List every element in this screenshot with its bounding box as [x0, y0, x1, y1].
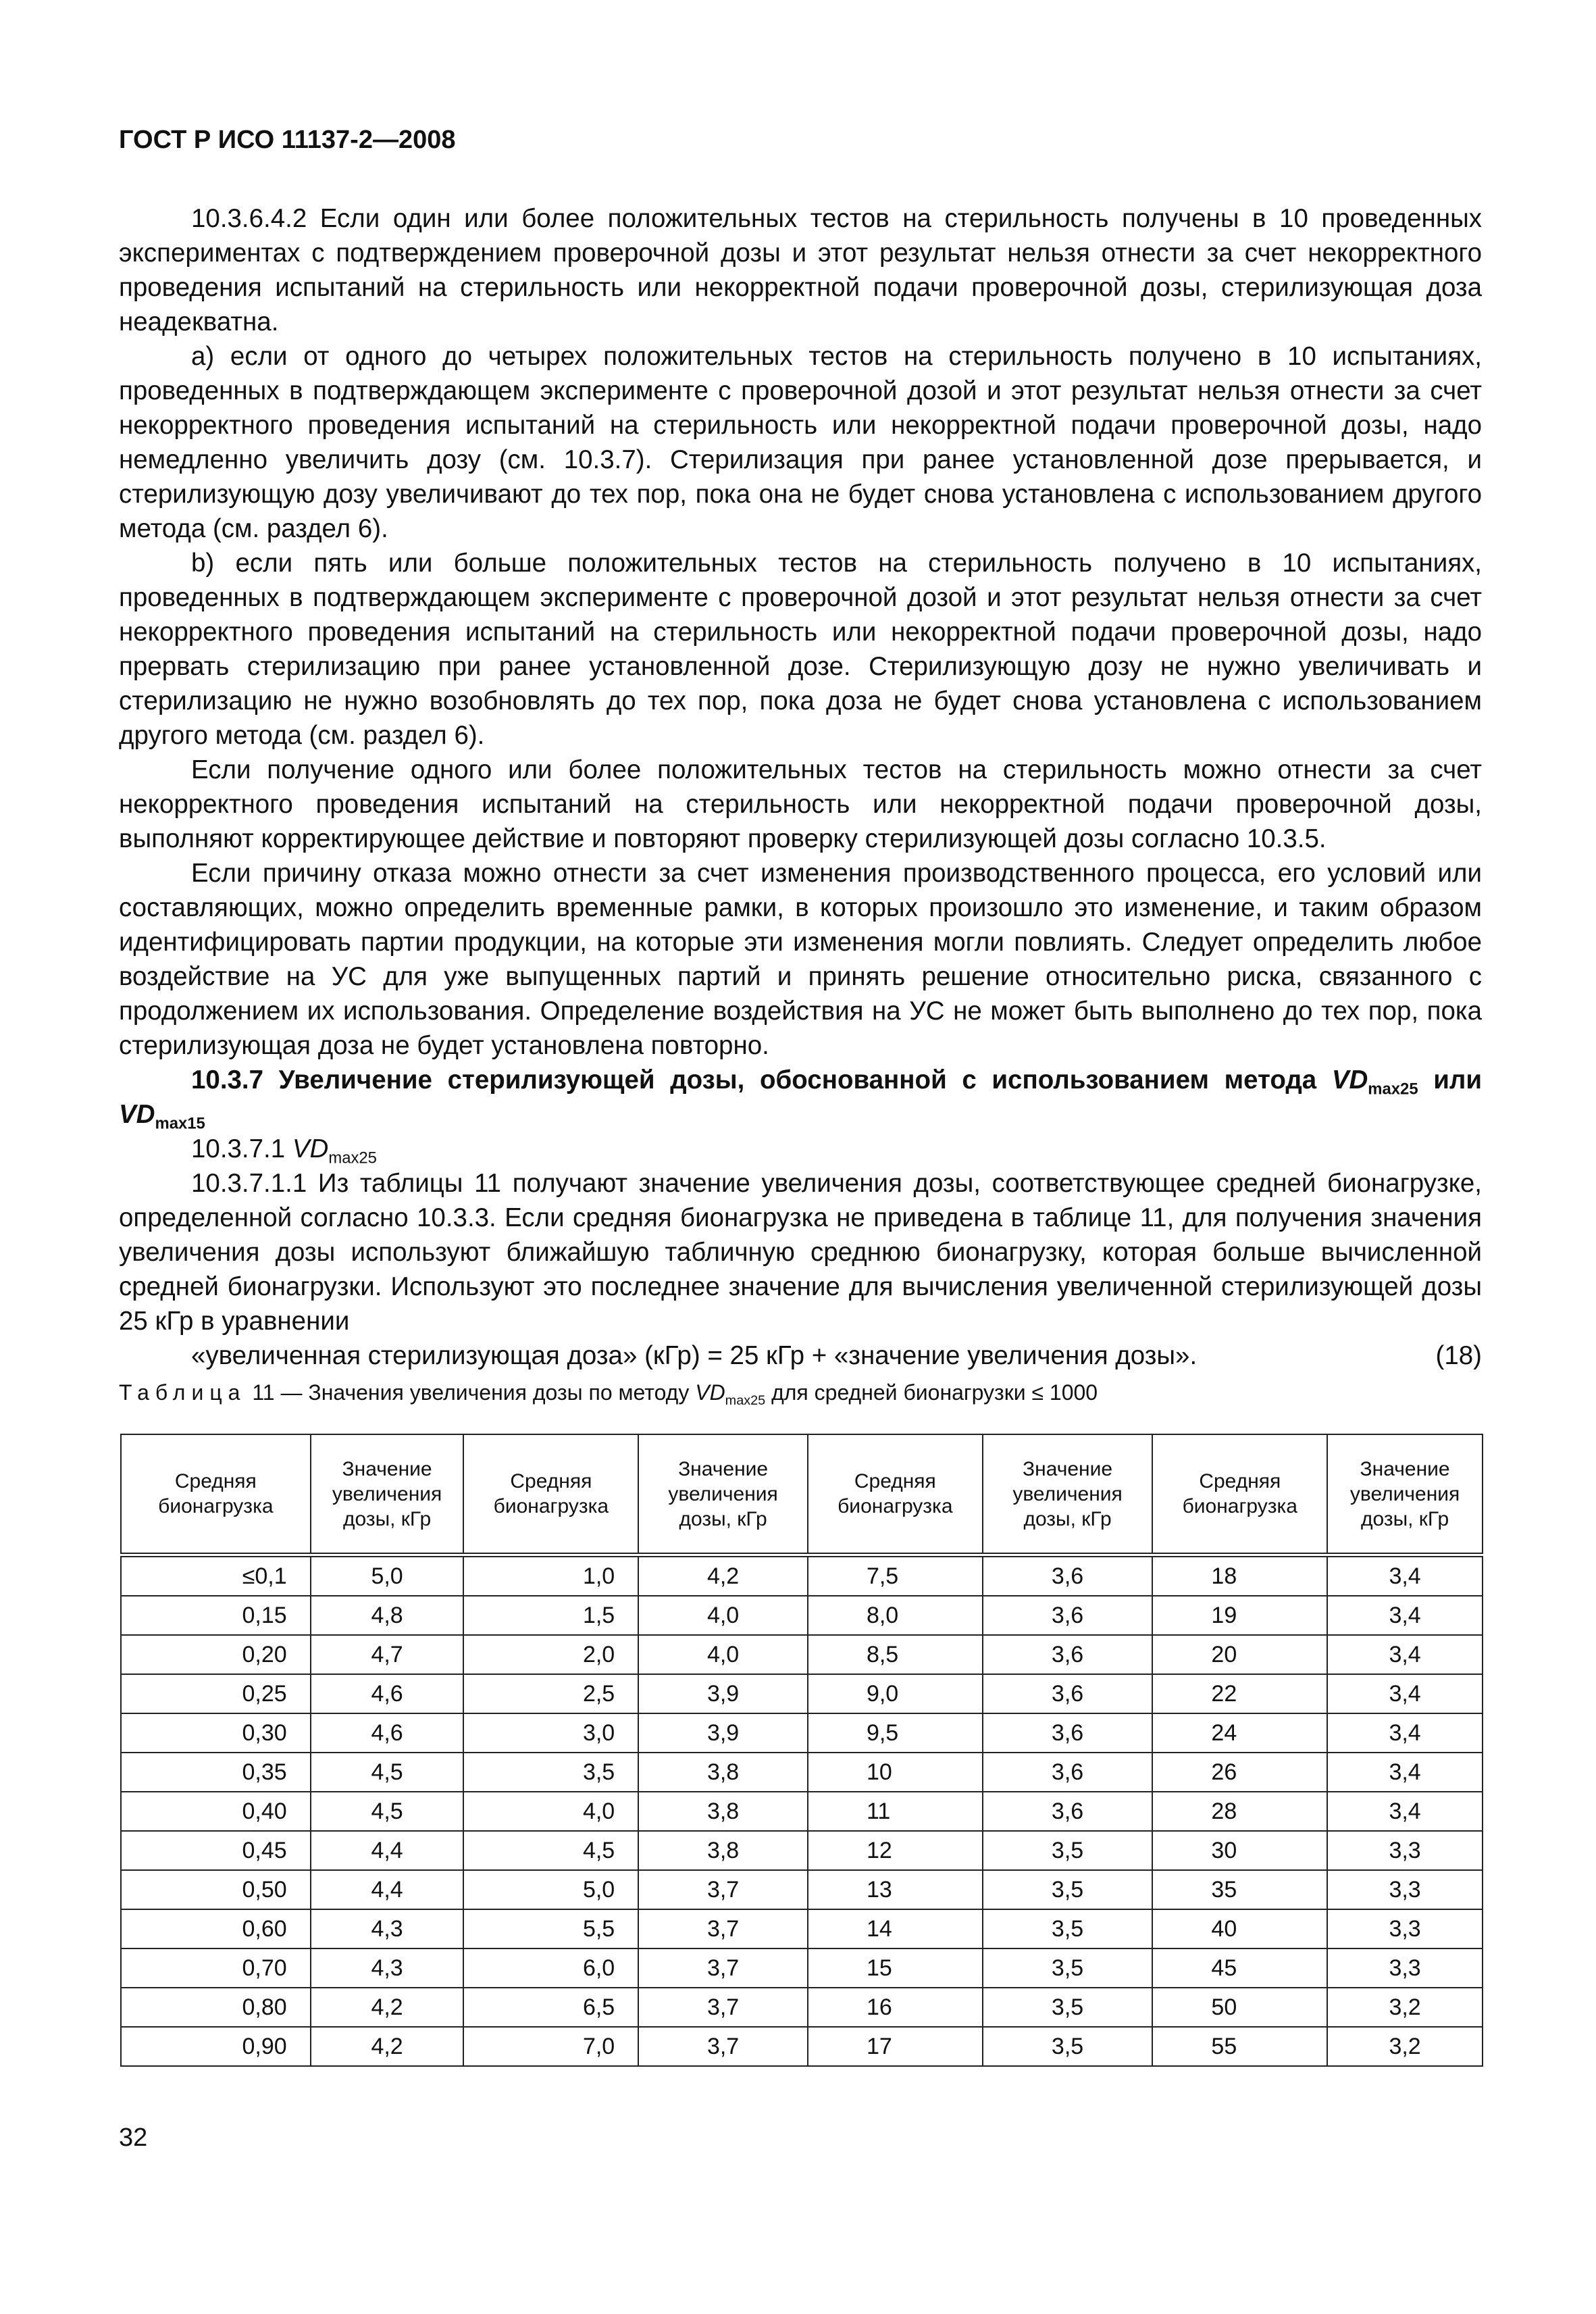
table-row — [121, 1635, 1483, 1674]
bioburden-cell: ≤0,1 — [121, 1555, 311, 1596]
formula-text: «увеличенная стерилизующая доза» (кГр) = 25 кГр + «значение увеличения дозы». — [191, 1341, 1198, 1370]
column-header: Средняя бионагрузка — [121, 1434, 311, 1555]
dose-augmentation-cell: 3,2 — [1327, 2027, 1483, 2066]
table-row — [121, 1674, 1483, 1713]
table-row — [121, 1753, 1483, 1792]
dose-augmentation-cell: 4,2 — [311, 1988, 464, 2027]
dose-augmentation-cell: 3,9 — [638, 1674, 808, 1713]
bioburden-cell: 8,5 — [808, 1635, 983, 1674]
dose-augmentation-cell: 3,6 — [983, 1674, 1153, 1713]
bioburden-cell: 8,0 — [808, 1596, 983, 1635]
bioburden-cell: 9,5 — [808, 1713, 983, 1753]
bioburden-cell: 10 — [808, 1753, 983, 1792]
table-row — [121, 1555, 1483, 1596]
section-title: Увеличение стерилизующей дозы, обоснованной с использованием метода — [278, 1065, 1317, 1095]
dose-augmentation-cell: 3,7 — [638, 1909, 808, 1948]
bioburden-cell: 22 — [1152, 1674, 1327, 1713]
bioburden-cell: 2,0 — [463, 1635, 638, 1674]
dose-augmentation-cell: 4,0 — [638, 1596, 808, 1635]
body-text — [119, 201, 1482, 1373]
bioburden-cell: 35 — [1152, 1870, 1327, 1909]
bioburden-cell: 30 — [1152, 1831, 1327, 1870]
dose-augmentation-cell: 3,6 — [983, 1792, 1153, 1831]
bioburden-cell: 1,5 — [463, 1596, 638, 1635]
bioburden-cell: 3,0 — [463, 1713, 638, 1753]
dose-augmentation-cell: 3,8 — [638, 1831, 808, 1870]
dose-augmentation-cell: 4,5 — [311, 1792, 464, 1831]
dose-augmentation-cell: 3,5 — [983, 1909, 1153, 1948]
dose-augmentation-cell: 3,6 — [983, 1596, 1153, 1635]
paragraph-10-3-7-1-1: 10.3.7.1.1 Из таблицы 11 получают значение увеличения дозы, соответствующее средней бионагрузке, определенной согласно 10.3.3. Если средняя бионагрузка не приведена в таблице 11, для получения значения увеличения дозы используют ближайшую табличную среднюю бионагрузку, которая больше вычисленной средней бионагрузки. Используют это последнее значение для вычисления увеличенной стерилизующей дозы 25 кГр в уравнении — [119, 1169, 1482, 1336]
vd-symbol: VD — [119, 1100, 155, 1129]
bioburden-cell: 0,60 — [121, 1909, 311, 1948]
dose-augmentation-cell: 3,4 — [1327, 1555, 1483, 1596]
bioburden-cell: 55 — [1152, 2027, 1327, 2066]
bioburden-cell: 0,90 — [121, 2027, 311, 2066]
bioburden-cell: 0,50 — [121, 1870, 311, 1909]
bioburden-cell: 0,35 — [121, 1753, 311, 1792]
dose-augmentation-cell: 3,3 — [1327, 1909, 1483, 1948]
column-header: Средняя бионагрузка — [808, 1434, 983, 1555]
dose-augmentation-cell: 4,0 — [638, 1635, 808, 1674]
bioburden-cell: 11 — [808, 1792, 983, 1831]
table-row — [121, 2027, 1483, 2066]
section-number: 10.3.7 — [191, 1065, 264, 1095]
vd-subscript-max25: max25 — [725, 1392, 766, 1408]
dose-augmentation-cell: 3,3 — [1327, 1948, 1483, 1988]
paragraph-item-a: а) если от одного до четырех положительных тестов на стерильность получено в 10 испытаниях, проведенных в подтверждающем эксперименте с проверочной дозой и этот результат нельзя отнести за счет некорректного проведения испытаний на стерильность или некорректной подачи проверочной дозы, надо немедленно увеличить дозу (см. 10.3.7). Стерилизация при ранее установленной дозе прерывается, и стерилизующую дозу увеличивают до тех пор, пока она не будет снова установлена с использованием другого метода (см. раздел 6). — [119, 342, 1482, 543]
dose-augmentation-cell: 3,6 — [983, 1753, 1153, 1792]
dose-augmentation-cell: 3,4 — [1327, 1753, 1483, 1792]
table-row — [121, 1988, 1483, 2027]
bioburden-cell: 19 — [1152, 1596, 1327, 1635]
table-caption-suffix: для средней бионагрузки ≤ 1000 — [771, 1380, 1098, 1405]
bioburden-cell: 15 — [808, 1948, 983, 1988]
bioburden-cell: 6,0 — [463, 1948, 638, 1988]
bioburden-cell: 9,0 — [808, 1674, 983, 1713]
dose-augmentation-cell: 3,3 — [1327, 1870, 1483, 1909]
bioburden-cell: 26 — [1152, 1753, 1327, 1792]
bioburden-cell: 4,5 — [463, 1831, 638, 1870]
column-header: Значение увеличения дозы, кГр — [311, 1434, 464, 1555]
bioburden-cell: 17 — [808, 2027, 983, 2066]
table-label: Таблица — [119, 1380, 247, 1405]
bioburden-cell: 50 — [1152, 1988, 1327, 2027]
dose-augmentation-cell: 3,5 — [983, 1988, 1153, 2027]
table-header-row — [121, 1434, 1483, 1555]
vd-subscript-max15: max15 — [155, 1114, 205, 1133]
bioburden-cell: 2,5 — [463, 1674, 638, 1713]
bioburden-cell: 6,5 — [463, 1988, 638, 2027]
bioburden-cell: 4,0 — [463, 1792, 638, 1831]
paragraph-process-change: Если причину отказа можно отнести за счет изменения производственного процесса, его условий или составляющих, можно определить временные рамки, в которых произошло это изменение, и таким образом идентифицировать партии продукции, на которые эти изменения могли повлиять. Следует определить любое воздействие на УС для уже выпущенных партий и принять решение относительно риска, связанного с продолжением их использования. Определение воздействия на УС не может быть выполнено до тех пор, пока стерилизующая доза не будет установлена повторно. — [119, 859, 1482, 1060]
vd-symbol: VD — [695, 1380, 725, 1405]
bioburden-cell: 13 — [808, 1870, 983, 1909]
document-number: ГОСТ Р ИСО 11137-2—2008 — [119, 126, 456, 154]
bioburden-cell: 18 — [1152, 1555, 1327, 1596]
column-header: Значение увеличения дозы, кГр — [638, 1434, 808, 1555]
bioburden-cell: 5,0 — [463, 1870, 638, 1909]
table-row — [121, 1870, 1483, 1909]
dose-augmentation-cell: 4,4 — [311, 1831, 464, 1870]
vd-subscript-max25: max25 — [1368, 1080, 1418, 1099]
bioburden-cell: 3,5 — [463, 1753, 638, 1792]
table-row — [121, 1831, 1483, 1870]
section-heading-10-3-7 — [119, 1063, 1482, 1132]
formula-18 — [119, 1338, 1482, 1373]
dose-augmentation-cell: 3,2 — [1327, 1988, 1483, 2027]
bioburden-cell: 28 — [1152, 1792, 1327, 1831]
vd-symbol: VD — [292, 1134, 329, 1163]
bioburden-cell: 20 — [1152, 1635, 1327, 1674]
subsection-number: 10.3.7.1 — [191, 1134, 286, 1163]
vd-symbol: VD — [1331, 1065, 1368, 1095]
dose-augmentation-cell: 3,6 — [983, 1555, 1153, 1596]
dose-augmentation-cell: 3,4 — [1327, 1792, 1483, 1831]
table-row — [121, 1596, 1483, 1635]
paragraph-corrective-action: Если получение одного или более положительных тестов на стерильность можно отнести за счет некорректного проведения испытаний на стерильность или некорректной подачи проверочной дозы, выполняют корректирующее действие и повторяют проверку стерилизующей дозы согласно 10.3.5. — [119, 755, 1482, 853]
table-row — [121, 1909, 1483, 1948]
vd-subscript-max25: max25 — [328, 1149, 377, 1167]
bioburden-cell: 7,5 — [808, 1555, 983, 1596]
dose-augmentation-cell: 4,3 — [311, 1909, 464, 1948]
bioburden-cell: 0,25 — [121, 1674, 311, 1713]
bioburden-cell: 0,40 — [121, 1792, 311, 1831]
dose-augmentation-table — [120, 1434, 1483, 2067]
dose-augmentation-cell: 3,4 — [1327, 1674, 1483, 1713]
bioburden-cell: 7,0 — [463, 2027, 638, 2066]
bioburden-cell: 12 — [808, 1831, 983, 1870]
dose-augmentation-cell: 3,6 — [983, 1635, 1153, 1674]
dose-augmentation-cell: 3,3 — [1327, 1831, 1483, 1870]
paragraph-10-3-6-4-2: 10.3.6.4.2 Если один или более положительных тестов на стерильность получены в 10 проведенных экспериментах с подтверждением проверочной дозы и этот результат нельзя отнести за счет некорректного проведения испытаний на стерильность или некорректной подачи проверочной дозы, стерилизующая доза неадекватна. — [119, 204, 1482, 336]
dose-augmentation-cell: 3,4 — [1327, 1635, 1483, 1674]
bioburden-cell: 0,70 — [121, 1948, 311, 1988]
dose-augmentation-cell: 4,3 — [311, 1948, 464, 1988]
table-number: 11 — [252, 1380, 275, 1405]
dose-augmentation-cell: 3,5 — [983, 2027, 1153, 2066]
dose-augmentation-cell: 3,5 — [983, 1831, 1153, 1870]
column-header: Средняя бионагрузка — [463, 1434, 638, 1555]
dose-augmentation-cell: 4,2 — [638, 1555, 808, 1596]
page-number: 32 — [119, 2123, 148, 2152]
table-caption-text: — Значения увеличения дозы по методу — [280, 1380, 690, 1405]
dose-augmentation-cell: 4,7 — [311, 1635, 464, 1674]
bioburden-cell: 0,20 — [121, 1635, 311, 1674]
dose-augmentation-cell: 3,7 — [638, 1948, 808, 1988]
bioburden-cell: 0,80 — [121, 1988, 311, 2027]
dose-augmentation-cell: 4,6 — [311, 1674, 464, 1713]
column-header: Значение увеличения дозы, кГр — [1327, 1434, 1483, 1555]
bioburden-cell: 5,5 — [463, 1909, 638, 1948]
dose-augmentation-cell: 3,9 — [638, 1713, 808, 1753]
dose-augmentation-cell: 4,6 — [311, 1713, 464, 1753]
dose-augmentation-cell: 3,5 — [983, 1948, 1153, 1988]
formula-number: (18) — [1435, 1341, 1482, 1370]
table-caption — [119, 1380, 1098, 1408]
column-header: Значение увеличения дозы, кГр — [983, 1434, 1153, 1555]
paragraph-item-b: b) если пять или больше положительных тестов на стерильность получено в 10 испытаниях, проведенных в подтверждающем эксперименте с проверочной дозой и этот результат нельзя отнести за счет некорректного проведения испытаний на стерильность или некорректной подачи проверочной дозы, надо прервать стерилизацию при ранее установленной дозе. Стерилизующую дозу не нужно увеличивать и стерилизацию не нужно возобновлять до тех пор, пока доза не будет снова установлена с использованием другого метода (см. раздел 6). — [119, 549, 1482, 750]
bioburden-cell: 45 — [1152, 1948, 1327, 1988]
bioburden-cell: 0,15 — [121, 1596, 311, 1635]
dose-augmentation-cell: 4,2 — [311, 2027, 464, 2066]
table-row — [121, 1948, 1483, 1988]
dose-augmentation-cell: 3,5 — [983, 1870, 1153, 1909]
subsection-10-3-7-1 — [119, 1132, 1482, 1166]
bioburden-cell: 40 — [1152, 1909, 1327, 1948]
dose-augmentation-cell: 3,7 — [638, 2027, 808, 2066]
column-header: Средняя бионагрузка — [1152, 1434, 1327, 1555]
bioburden-cell: 14 — [808, 1909, 983, 1948]
dose-augmentation-cell: 3,6 — [983, 1713, 1153, 1753]
dose-augmentation-cell: 3,7 — [638, 1870, 808, 1909]
table-body — [121, 1555, 1483, 2067]
dose-augmentation-cell: 3,8 — [638, 1792, 808, 1831]
dose-augmentation-cell: 4,8 — [311, 1596, 464, 1635]
table-row — [121, 1713, 1483, 1753]
dose-augmentation-cell: 4,5 — [311, 1753, 464, 1792]
bioburden-cell: 16 — [808, 1988, 983, 2027]
bioburden-cell: 1,0 — [463, 1555, 638, 1596]
dose-augmentation-cell: 3,7 — [638, 1988, 808, 2027]
dose-augmentation-cell: 3,4 — [1327, 1596, 1483, 1635]
or-word: или — [1433, 1065, 1483, 1095]
dose-augmentation-cell: 3,4 — [1327, 1713, 1483, 1753]
dose-augmentation-cell: 3,8 — [638, 1753, 808, 1792]
bioburden-cell: 0,30 — [121, 1713, 311, 1753]
bioburden-cell: 24 — [1152, 1713, 1327, 1753]
dose-augmentation-cell: 4,4 — [311, 1870, 464, 1909]
dose-augmentation-cell: 5,0 — [311, 1555, 464, 1596]
table-row — [121, 1792, 1483, 1831]
bioburden-cell: 0,45 — [121, 1831, 311, 1870]
